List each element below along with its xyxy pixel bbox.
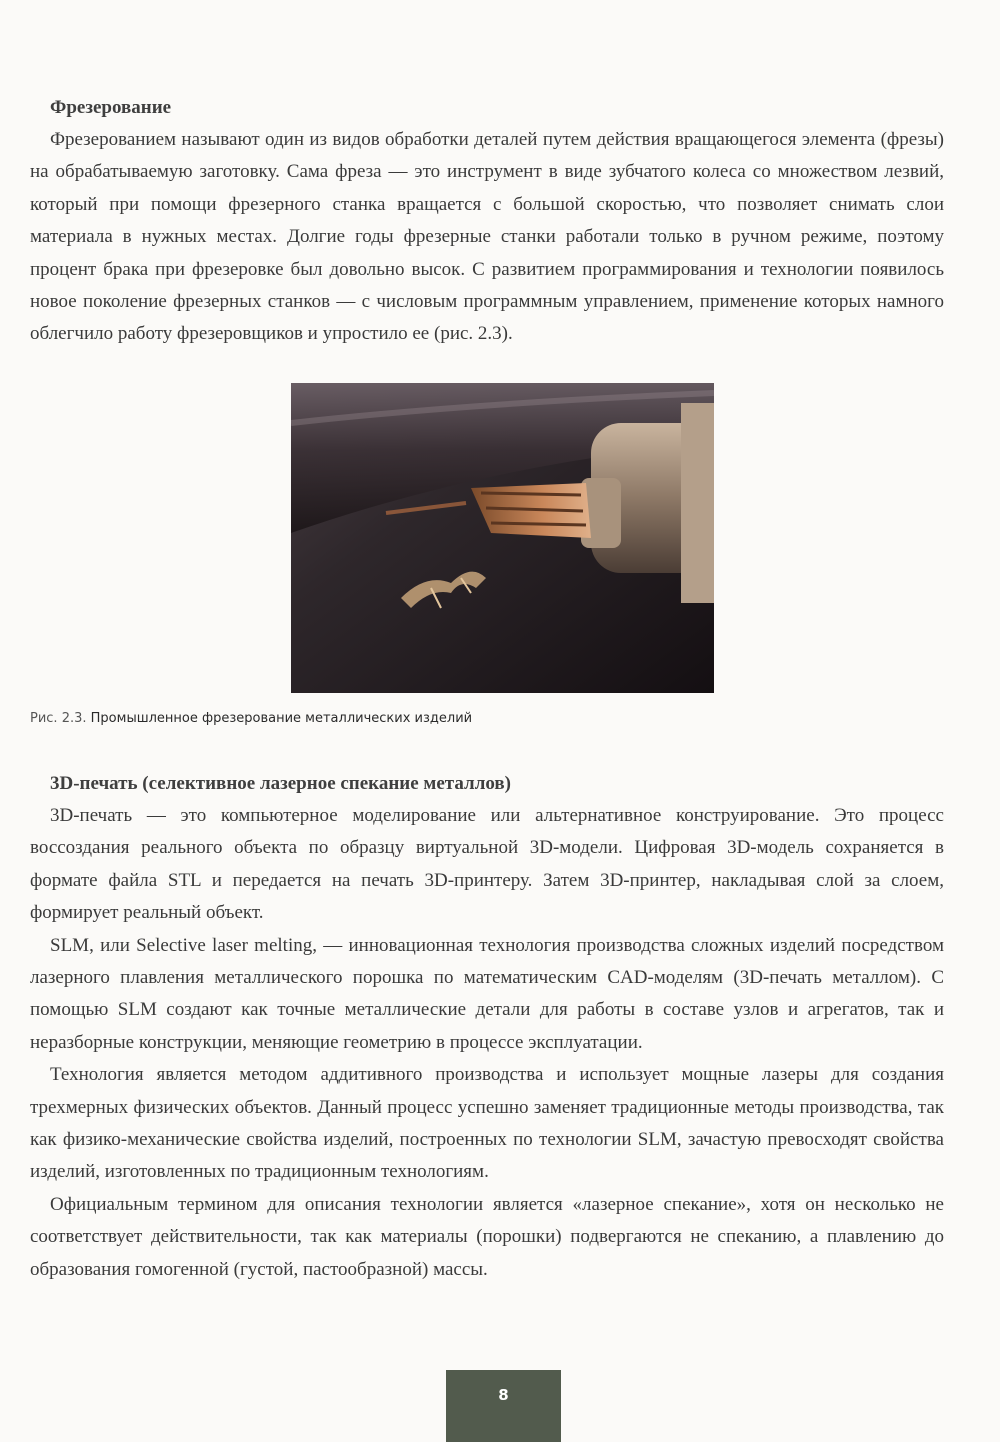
paragraph: 3D-печать — это компьютерное моделирование или альтернативное конструирование. Это процесс воссоздания реального объекта по образцу виртуальной 3D-модели. Цифровая 3D-модель сохраняется в формате файла STL и передается на печать 3D-принтеру. Затем 3D-принтер, накладывая слой за слоем, формирует реальный объект. xyxy=(30,805,944,924)
milling-photo xyxy=(291,383,714,693)
figure-caption xyxy=(30,711,472,726)
figure-caption-text: Промышленное фрезерование металлических изделий xyxy=(90,711,473,726)
figure-number: Рис. 2.3. xyxy=(30,711,87,726)
section-3d-printing xyxy=(30,768,944,1286)
section-milling xyxy=(30,92,944,351)
paragraph: Официальным термином для описания технологии является «лазерное спекание», хотя он несколько не соответствует действительности, так как материалы (порошки) подвергаются не спеканию, а плавлению до образования гомогенной (густой, пастообразной) массы. xyxy=(30,1193,944,1280)
section-heading-3d-printing: 3D-печать (селективное лазерное спекание металлов) xyxy=(50,773,511,794)
page-number: 8 xyxy=(446,1370,561,1442)
paragraph: Технология является методом аддитивного производства и использует мощные лазеры для создания трехмерных физических объектов. Данный процесс успешно заменяет традиционные методы производства, так как физико-механические свойства изделий, построенных по технологии SLM, зачастую превосходят свойства изделий, изготовленных по традиционным технологиям. xyxy=(30,1064,944,1183)
paragraph: SLM, или Selective laser melting, — инновационная технология производства сложных изделий посредством лазерного плавления металлического порошка по математическим CAD-моделям (3D-печать металлом). С помощью SLM создают как точные металлические детали для работы в составе узлов и агрегатов, так и неразборные конструкции, меняющие геометрию в процессе эксплуатации. xyxy=(30,934,944,1053)
section-heading-milling: Фрезерование xyxy=(50,97,172,118)
paragraph: Фрезерованием называют один из видов обработки деталей путем действия вращающегося элемента (фрезы) на обрабатываемую заготовку. Сама фреза — это инструмент в виде зубчатого колеса со множеством лезвий, который при помощи фрезерного станка вращается с большой скоростью, что позволяет снимать слои материала в нужных местах. Долгие годы фрезерные станки работали только в ручном режиме, поэтому процент брака при фрезеровке был довольно высок. С развитием программирования и технологии появилось новое поколение фрезерных станков — с числовым программным управлением, применение которых намного облегчило работу фрезеровщиков и упростило ее (рис. 2.3). xyxy=(30,129,944,345)
milling-photo-image xyxy=(291,383,714,693)
